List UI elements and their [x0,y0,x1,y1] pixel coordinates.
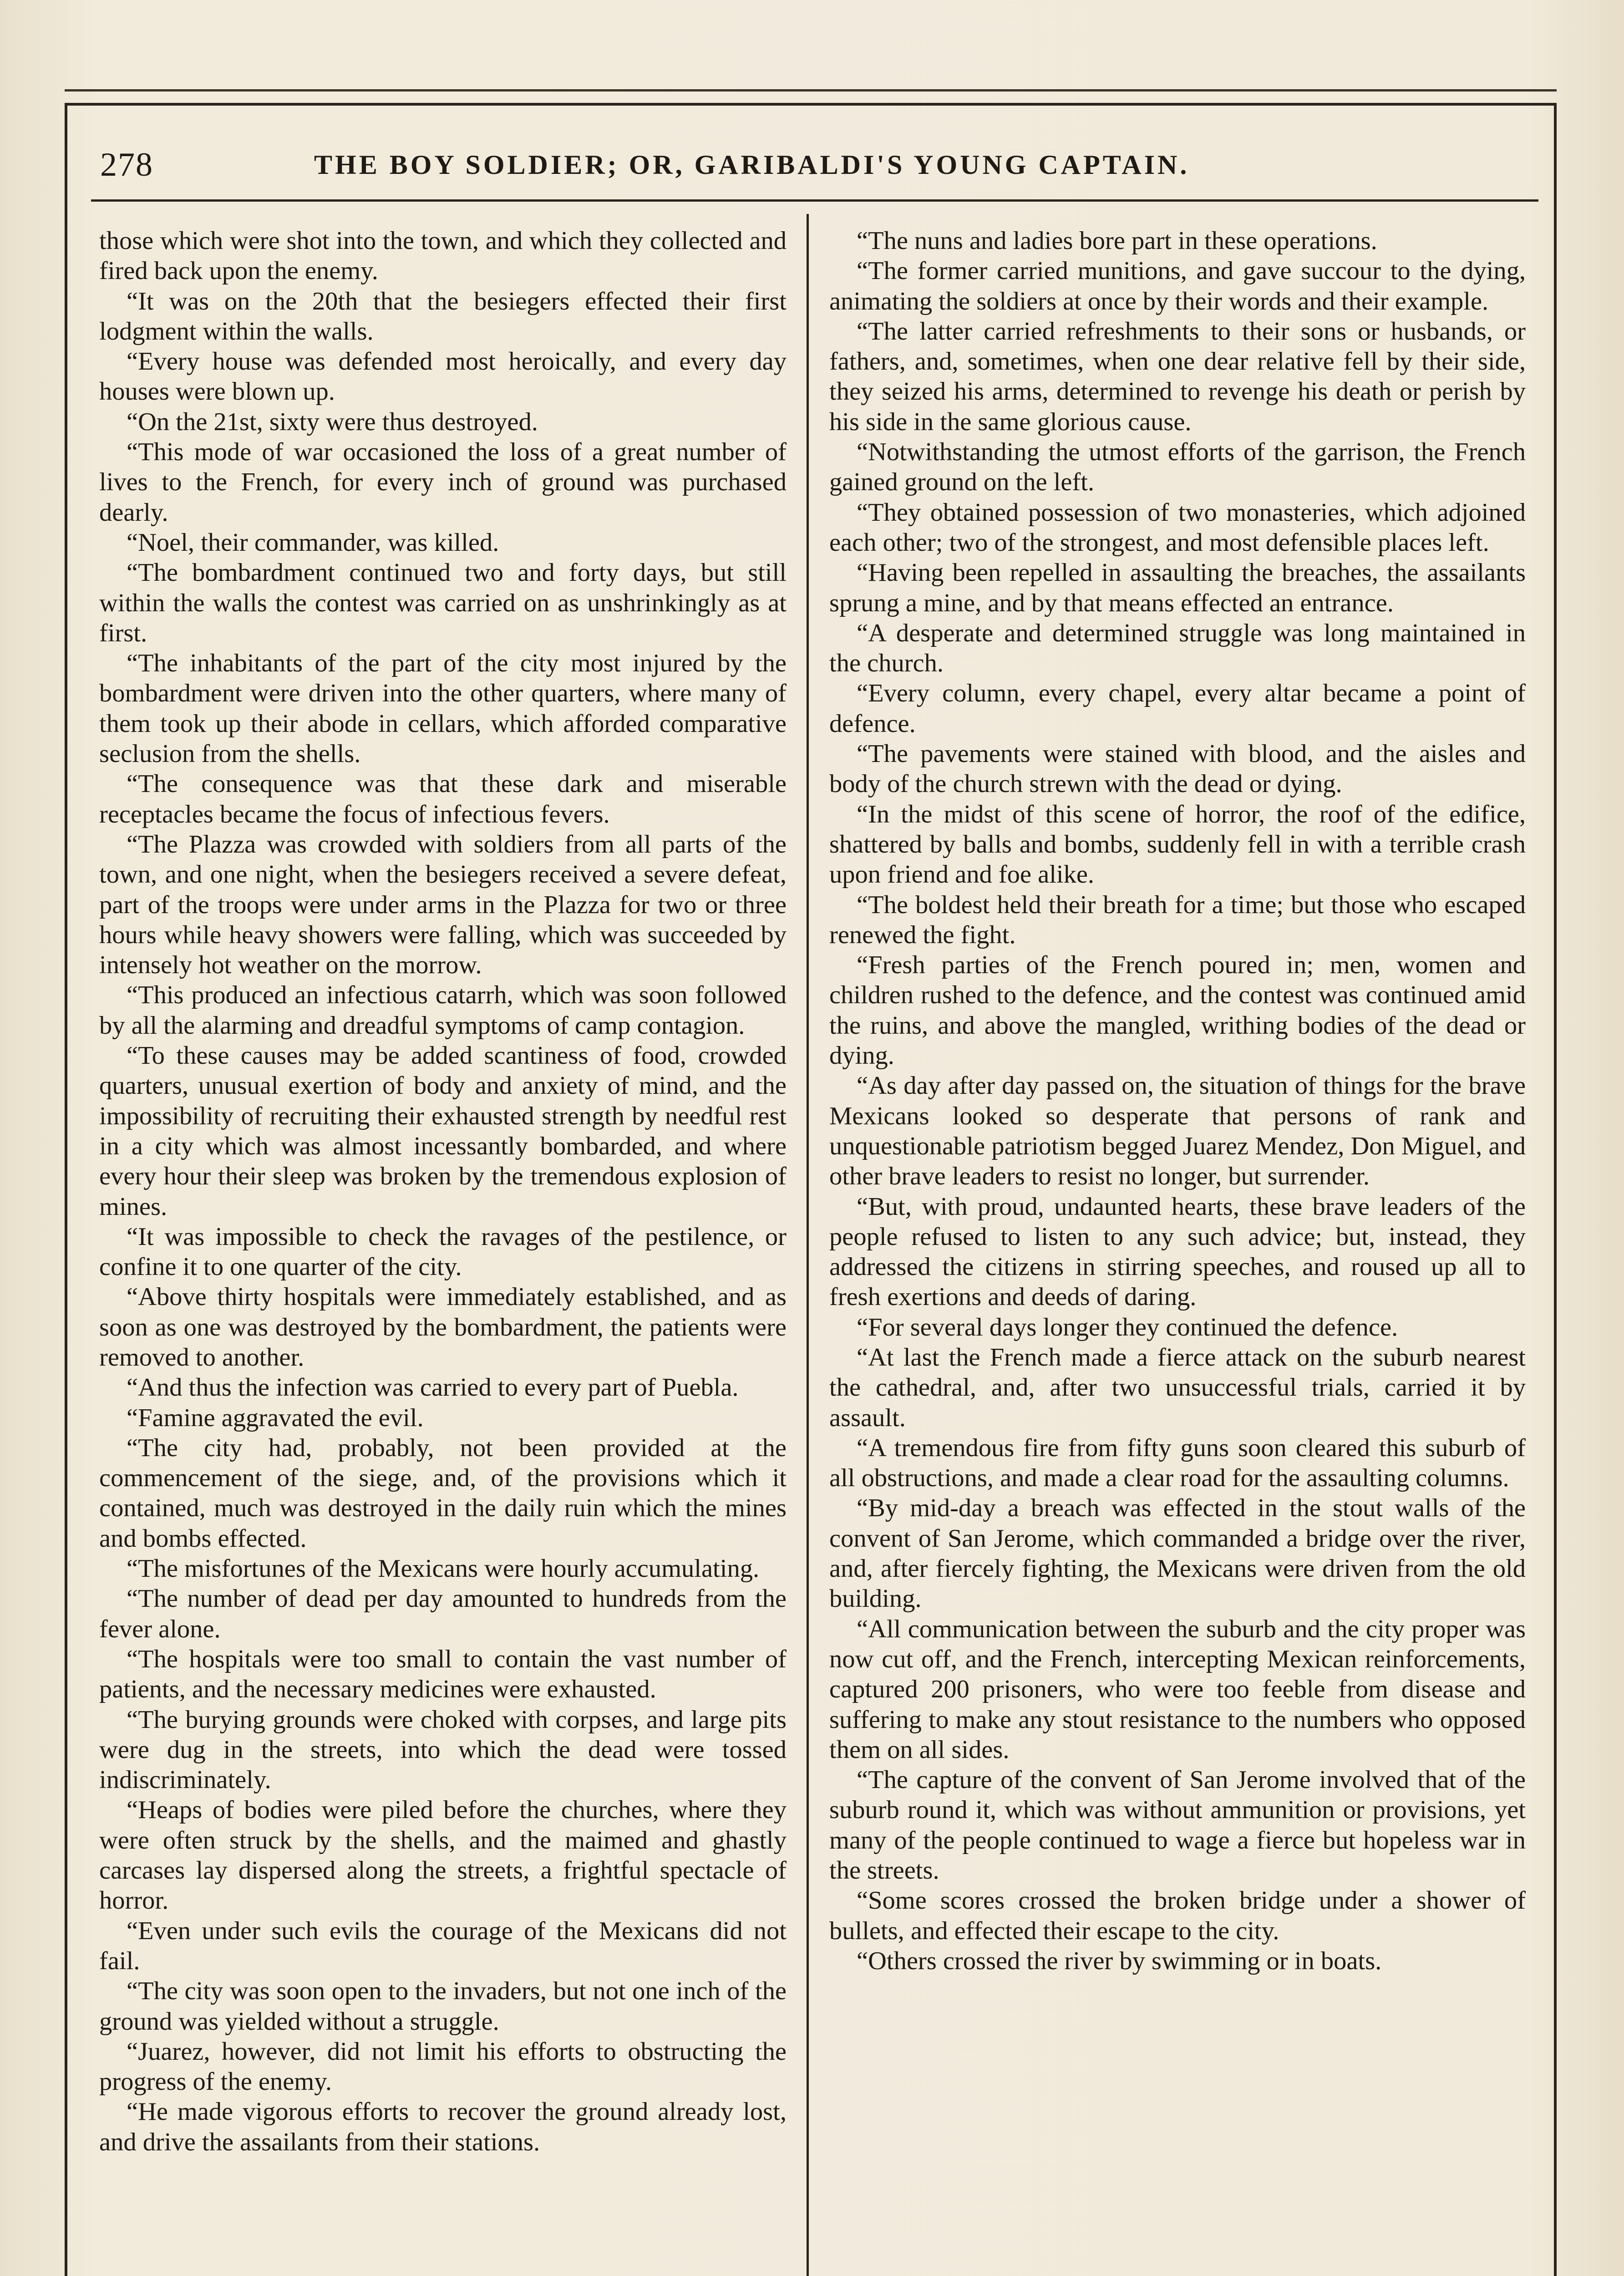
paragraph: “Having been repelled in assaulting the breaches, the assailants sprung a mine, and by that means effected an entrance. [829,559,1526,617]
paragraph: “It was impossible to check the ravages of the pestilence, or confine it to one quarter of the city. [99,1222,787,1281]
paragraph: “All communication between the suburb and the city proper was now cut off, and the French, intercepting Mexican reinforcements, captured 200 prisoners, who were too feeble from disease and suffering to make any stout resistance to the numbers who opposed them on all sides. [829,1615,1526,1764]
header-rule [91,199,1538,202]
paragraph: “Others crossed the river by swimming or in boats. [857,1946,1382,1975]
paragraph: “The bombardment continued two and forty days, but still within the walls the contest was carried on as unshrinkingly as at first. [99,559,787,647]
running-title: THE BOY SOLDIER; OR, GARIBALDI'S YOUNG CAPTAIN. [314,150,1190,180]
paragraph: “Famine aggravated the evil. [127,1403,424,1432]
top-rule [65,89,1557,91]
paragraph: “At last the French made a fierce attack on the suburb nearest the cathedral, and, after two unsuccessful trials, carried it by assault. [829,1343,1526,1432]
paragraph: “Every column, every chapel, every altar became a point of defence. [829,679,1526,738]
paragraph: “He made vigorous efforts to recover the ground already lost, and drive the assailants from their stations. [99,2098,787,2156]
paragraph: “This mode of war occasioned the loss of a great number of lives to the French, for every inch of ground was purchased dearly. [99,438,787,527]
paragraph: “The latter carried refreshments to their sons or husbands, or fathers, and, sometimes, when one dear relative fell by their side, they seized his arms, determined to revenge his death or perish by his side in the same glorious cause. [829,317,1526,436]
paragraph: “By mid-day a breach was effected in the stout walls of the convent of San Jerome, which commanded a bridge over the river, and, after fiercely fighting, the Mexicans were driven from the old building. [829,1494,1526,1613]
paragraph: “Some scores crossed the broken bridge under a shower of bullets, and effected their escape to the city. [829,1886,1526,1945]
paragraph: “The consequence was that these dark and miserable receptacles became the focus of infectious fevers. [99,770,787,828]
paragraph: “Every house was defended most heroically, and every day houses were blown up. [99,347,787,406]
paragraph: “To these causes may be added scantiness of food, crowded quarters, unusual exertion of body and anxiety of mind, and the impossibility of recruiting their exhausted strength by needful rest in a city which was almost incessantly bombarded, and where every hour their sleep was broken by the tremendous explosion of mines. [99,1041,787,1221]
paragraph: those which were shot into the town, and which they collected and fired back upon the enemy. [99,227,787,285]
paragraph: “It was on the 20th that the besiegers effected their first lodgment within the walls. [99,287,787,345]
paragraph: “Noel, their commander, was killed. [127,528,499,557]
page-number: 278 [100,146,153,183]
paragraph: “For several days longer they continued the defence. [857,1313,1398,1341]
paragraph: “The former carried munitions, and gave succour to the dying, animating the soldiers at once by their words and their example. [829,257,1526,315]
paragraph: “As day after day passed on, the situation of things for the brave Mexicans looked so desperate that persons of rank and unquestionable patriotism begged Juarez Mendez, Don Miguel, and other brave leaders to resist no longer, but surrender. [829,1072,1526,1191]
right-column [829,226,1526,1976]
paragraph: “The nuns and ladies bore part in these operations. [857,227,1377,255]
paragraph: “This produced an infectious catarrh, which was soon followed by all the alarming and dreadful symptoms of camp contagion. [99,981,787,1040]
paragraph: “In the midst of this scene of horror, the roof of the edifice, shattered by balls and bombs, suddenly fell in with a terrible crash upon friend and foe alike. [829,800,1526,889]
paragraph: “The city had, probably, not been provided at the commencement of the siege, and, of the provisions which it contained, much was destroyed in the daily ruin which the mines and bombs effected. [99,1433,787,1553]
paragraph: “The capture of the convent of San Jerome involved that of the suburb round it, which was without ammunition or provisions, yet many of the people continued to wage a fierce but hopeless war in the streets. [829,1766,1526,1885]
paragraph: “The inhabitants of the part of the city most injured by the bombardment were driven into the other quarters, where many of them took up their abode in cellars, which afforded comparative seclusion from the shells. [99,649,787,768]
paragraph: “But, with proud, undaunted hearts, these brave leaders of the people refused to listen to any such advice; but, instead, they addressed the citizens in stirring speeches, and roused up all to fresh exertions and deeds of daring. [829,1192,1526,1311]
paragraph: “Notwithstanding the utmost efforts of the garrison, the French gained ground on the left. [829,438,1526,497]
paragraph: “Heaps of bodies were piled before the churches, where they were often struck by the shells, and the maimed and ghastly carcases lay dispersed along the streets, a frightful spectacle of horror. [99,1796,787,1915]
paragraph: “On the 21st, sixty were thus destroyed. [127,407,538,436]
paragraph: “The Plazza was crowded with soldiers from all parts of the town, and one night, when the besiegers received a severe defeat, part of the troops were under arms in the Plazza for two or three hours while heavy showers were falling, which was succeeded by intensely hot weather on the morrow. [99,830,787,980]
paragraph: “The city was soon open to the invaders, but not one inch of the ground was yielded without a struggle. [99,1977,787,2036]
column-divider [807,214,809,2276]
paragraph: “Even under such evils the courage of the Mexicans did not fail. [99,1916,787,1975]
left-column [99,226,787,2157]
paragraph: “And thus the infection was carried to every part of Puebla. [127,1373,739,1402]
paragraph: “The burying grounds were choked with corpses, and large pits were dug in the streets, into which the dead were tossed indiscriminately. [99,1705,787,1794]
paragraph: “A tremendous fire from fifty guns soon cleared this suburb of all obstructions, and made a clear road for the assaulting columns. [829,1433,1526,1493]
paragraph: “They obtained possession of two monasteries, which adjoined each other; two of the strongest, and most defensible places left. [829,498,1526,557]
paragraph: “Juarez, however, did not limit his efforts to obstructing the progress of the enemy. [99,2037,787,2096]
paragraph: “The number of dead per day amounted to hundreds from the fever alone. [99,1585,787,1643]
paragraph: “The hospitals were too small to contain the vast number of patients, and the necessary medicines were exhausted. [99,1645,787,1704]
paragraph: “Above thirty hospitals were immediately established, and as soon as one was destroyed by the bombardment, the patients were removed to another. [99,1283,787,1372]
paragraph: “The boldest held their breath for a time; but those who escaped renewed the fight. [829,890,1526,949]
paragraph: “The misfortunes of the Mexicans were hourly accumulating. [127,1555,760,1583]
paragraph: “A desperate and determined struggle was long maintained in the church. [829,619,1526,678]
paragraph: “The pavements were stained with blood, and the aisles and body of the church strewn with the dead or dying. [829,740,1526,798]
paragraph: “Fresh parties of the French poured in; men, women and children rushed to the defence, and the contest was continued amid the ruins, and above the mangled, writhing bodies of the dead or dying. [829,951,1526,1070]
running-head [100,146,1520,196]
